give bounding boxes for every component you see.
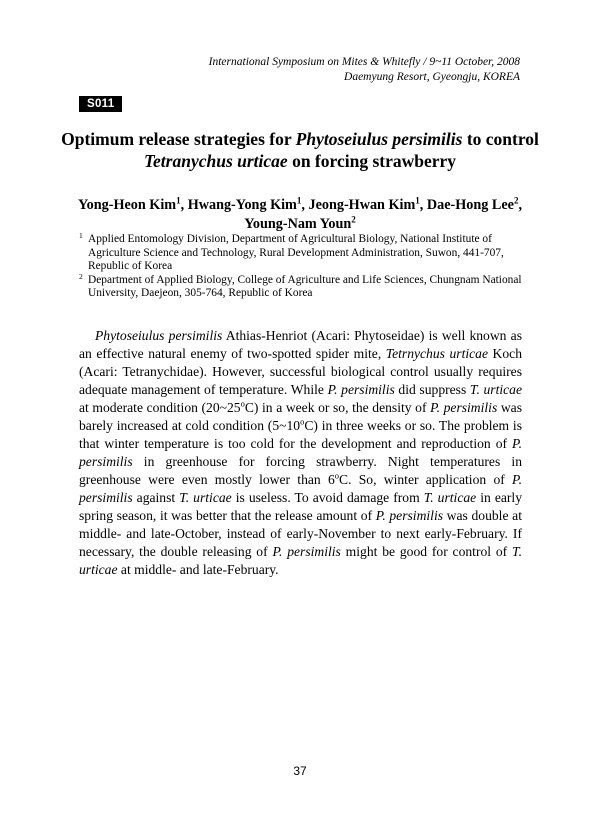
degree-mark: o bbox=[240, 398, 245, 409]
abstract-text: did suppress bbox=[394, 382, 470, 397]
affiliation-item bbox=[79, 271, 524, 301]
abstract-text: Athias-Henriot (Acari: Phytoseidae) is well known as an effective natural enemy of two-spotted spider mite, bbox=[79, 328, 522, 361]
abstract-text: might be good for control of bbox=[340, 544, 513, 559]
abstract-text: at middle- and late-February. bbox=[117, 562, 279, 577]
author-name: Jeong-Hwan Kim bbox=[308, 197, 416, 213]
abstract-text: Koch (Acari: Tetranychidae). However, successful biological control usually requires adequate management of temperature. While bbox=[79, 346, 522, 397]
abstract-text: in greenhouse for forcing strawberry. Night temperatures in greenhouse were even mostly lower than 6 bbox=[79, 454, 522, 487]
author-affil-mark: 1 bbox=[296, 195, 302, 206]
title-species-2: Tetranychus urticae bbox=[143, 151, 288, 171]
author-affil-mark: 1 bbox=[176, 195, 181, 206]
title-part-2: to control bbox=[462, 129, 539, 149]
conference-header-line-2: Daemyung Resort, Gyeongju, KOREA bbox=[344, 71, 520, 83]
abstract-text: Phytoseiulus persimilis bbox=[95, 328, 223, 343]
affiliation-item bbox=[79, 233, 524, 274]
abstract-text: T. urticae bbox=[423, 490, 477, 505]
session-code-badge: S011 bbox=[79, 96, 122, 112]
degree-mark: o bbox=[334, 470, 340, 481]
abstract-text: P. persimilis bbox=[79, 472, 522, 505]
abstract-text: C. So, winter application of bbox=[339, 472, 513, 487]
author-affil-mark: 2 bbox=[513, 195, 519, 206]
abstract-text: T. urticae bbox=[79, 544, 522, 577]
abstract-text: is useless. To avoid damage from bbox=[231, 490, 424, 505]
abstract-text: was double at middle- and late-October, instead of early-November to next early-February. If necessary, the double releasing of bbox=[79, 508, 522, 559]
abstract-text: P. persimilis bbox=[327, 382, 395, 397]
page-number: 37 bbox=[293, 764, 307, 778]
abstract-text: at moderate condition (20~25 bbox=[79, 400, 241, 415]
abstract-text: C) in a week or so, the density of bbox=[244, 400, 431, 415]
conference-header bbox=[209, 55, 520, 85]
title-part-1: Optimum release strategies for bbox=[61, 129, 296, 149]
author-list: Yong-Heon Kim$^1$, Hwang-Yong Kim$^1$, Jeong-Hwan Kim$^1$, Dae-Hong Lee$^2$, Young-Nam Youn$^2$ bbox=[77, 195, 523, 232]
abstract-text: C) in three weeks or so. The problem is that winter temperature is too cold for the development and reproduction of bbox=[79, 418, 522, 451]
paper-title bbox=[60, 128, 540, 172]
author-name: Dae-Hong Lee bbox=[426, 197, 514, 213]
affiliation-number: 2 bbox=[79, 271, 83, 281]
conference-header-line-1: International Symposium on Mites & Whitefly / 9~11 October, 2008 bbox=[208, 56, 520, 68]
abstract-text: was barely increased at cold condition (5~10 bbox=[79, 400, 522, 433]
degree-mark: o bbox=[300, 416, 305, 427]
abstract-text: P. persimilis bbox=[79, 436, 522, 469]
affiliation-text: Department of Applied Biology, College of Agriculture and Life Sciences, Chungnam National University, Daejeon, 305-764, Republic of Korea bbox=[88, 273, 522, 299]
abstract-text: T. urticae bbox=[179, 490, 232, 505]
title-species-1: Phytoseiulus persimilis bbox=[295, 129, 463, 149]
affiliation-number: 1 bbox=[79, 231, 83, 240]
title-part-3: on forcing strawberry bbox=[287, 151, 457, 171]
abstract-body bbox=[79, 327, 522, 579]
author-name: Hwang-Yong Kim bbox=[187, 197, 297, 213]
abstract-text: against bbox=[132, 490, 180, 505]
author-name: Yong-Heon Kim bbox=[77, 197, 177, 213]
author-affil-mark: 1 bbox=[415, 195, 420, 206]
affiliation-text: Applied Entomology Division, Department of Agricultural Biology, National Institute of Agriculture Science and Technology, Rural Development Administration, Suwon, 441-707, Republic of Korea bbox=[88, 233, 504, 272]
abstract-text: T. urticae bbox=[469, 382, 523, 397]
abstract-text: P. persimilis bbox=[272, 544, 341, 559]
author-affil-mark: 2 bbox=[351, 214, 356, 225]
abstract-text: P. persimilis bbox=[430, 400, 498, 415]
abstract-text: Tetrnychus urticae bbox=[385, 346, 488, 361]
abstract-text: P. persimilis bbox=[375, 508, 444, 523]
author-name: Young-Nam Youn bbox=[244, 216, 352, 232]
abstract-text: in early spring season, it was better that the release amount of bbox=[79, 490, 523, 523]
affiliation-list bbox=[79, 233, 524, 301]
